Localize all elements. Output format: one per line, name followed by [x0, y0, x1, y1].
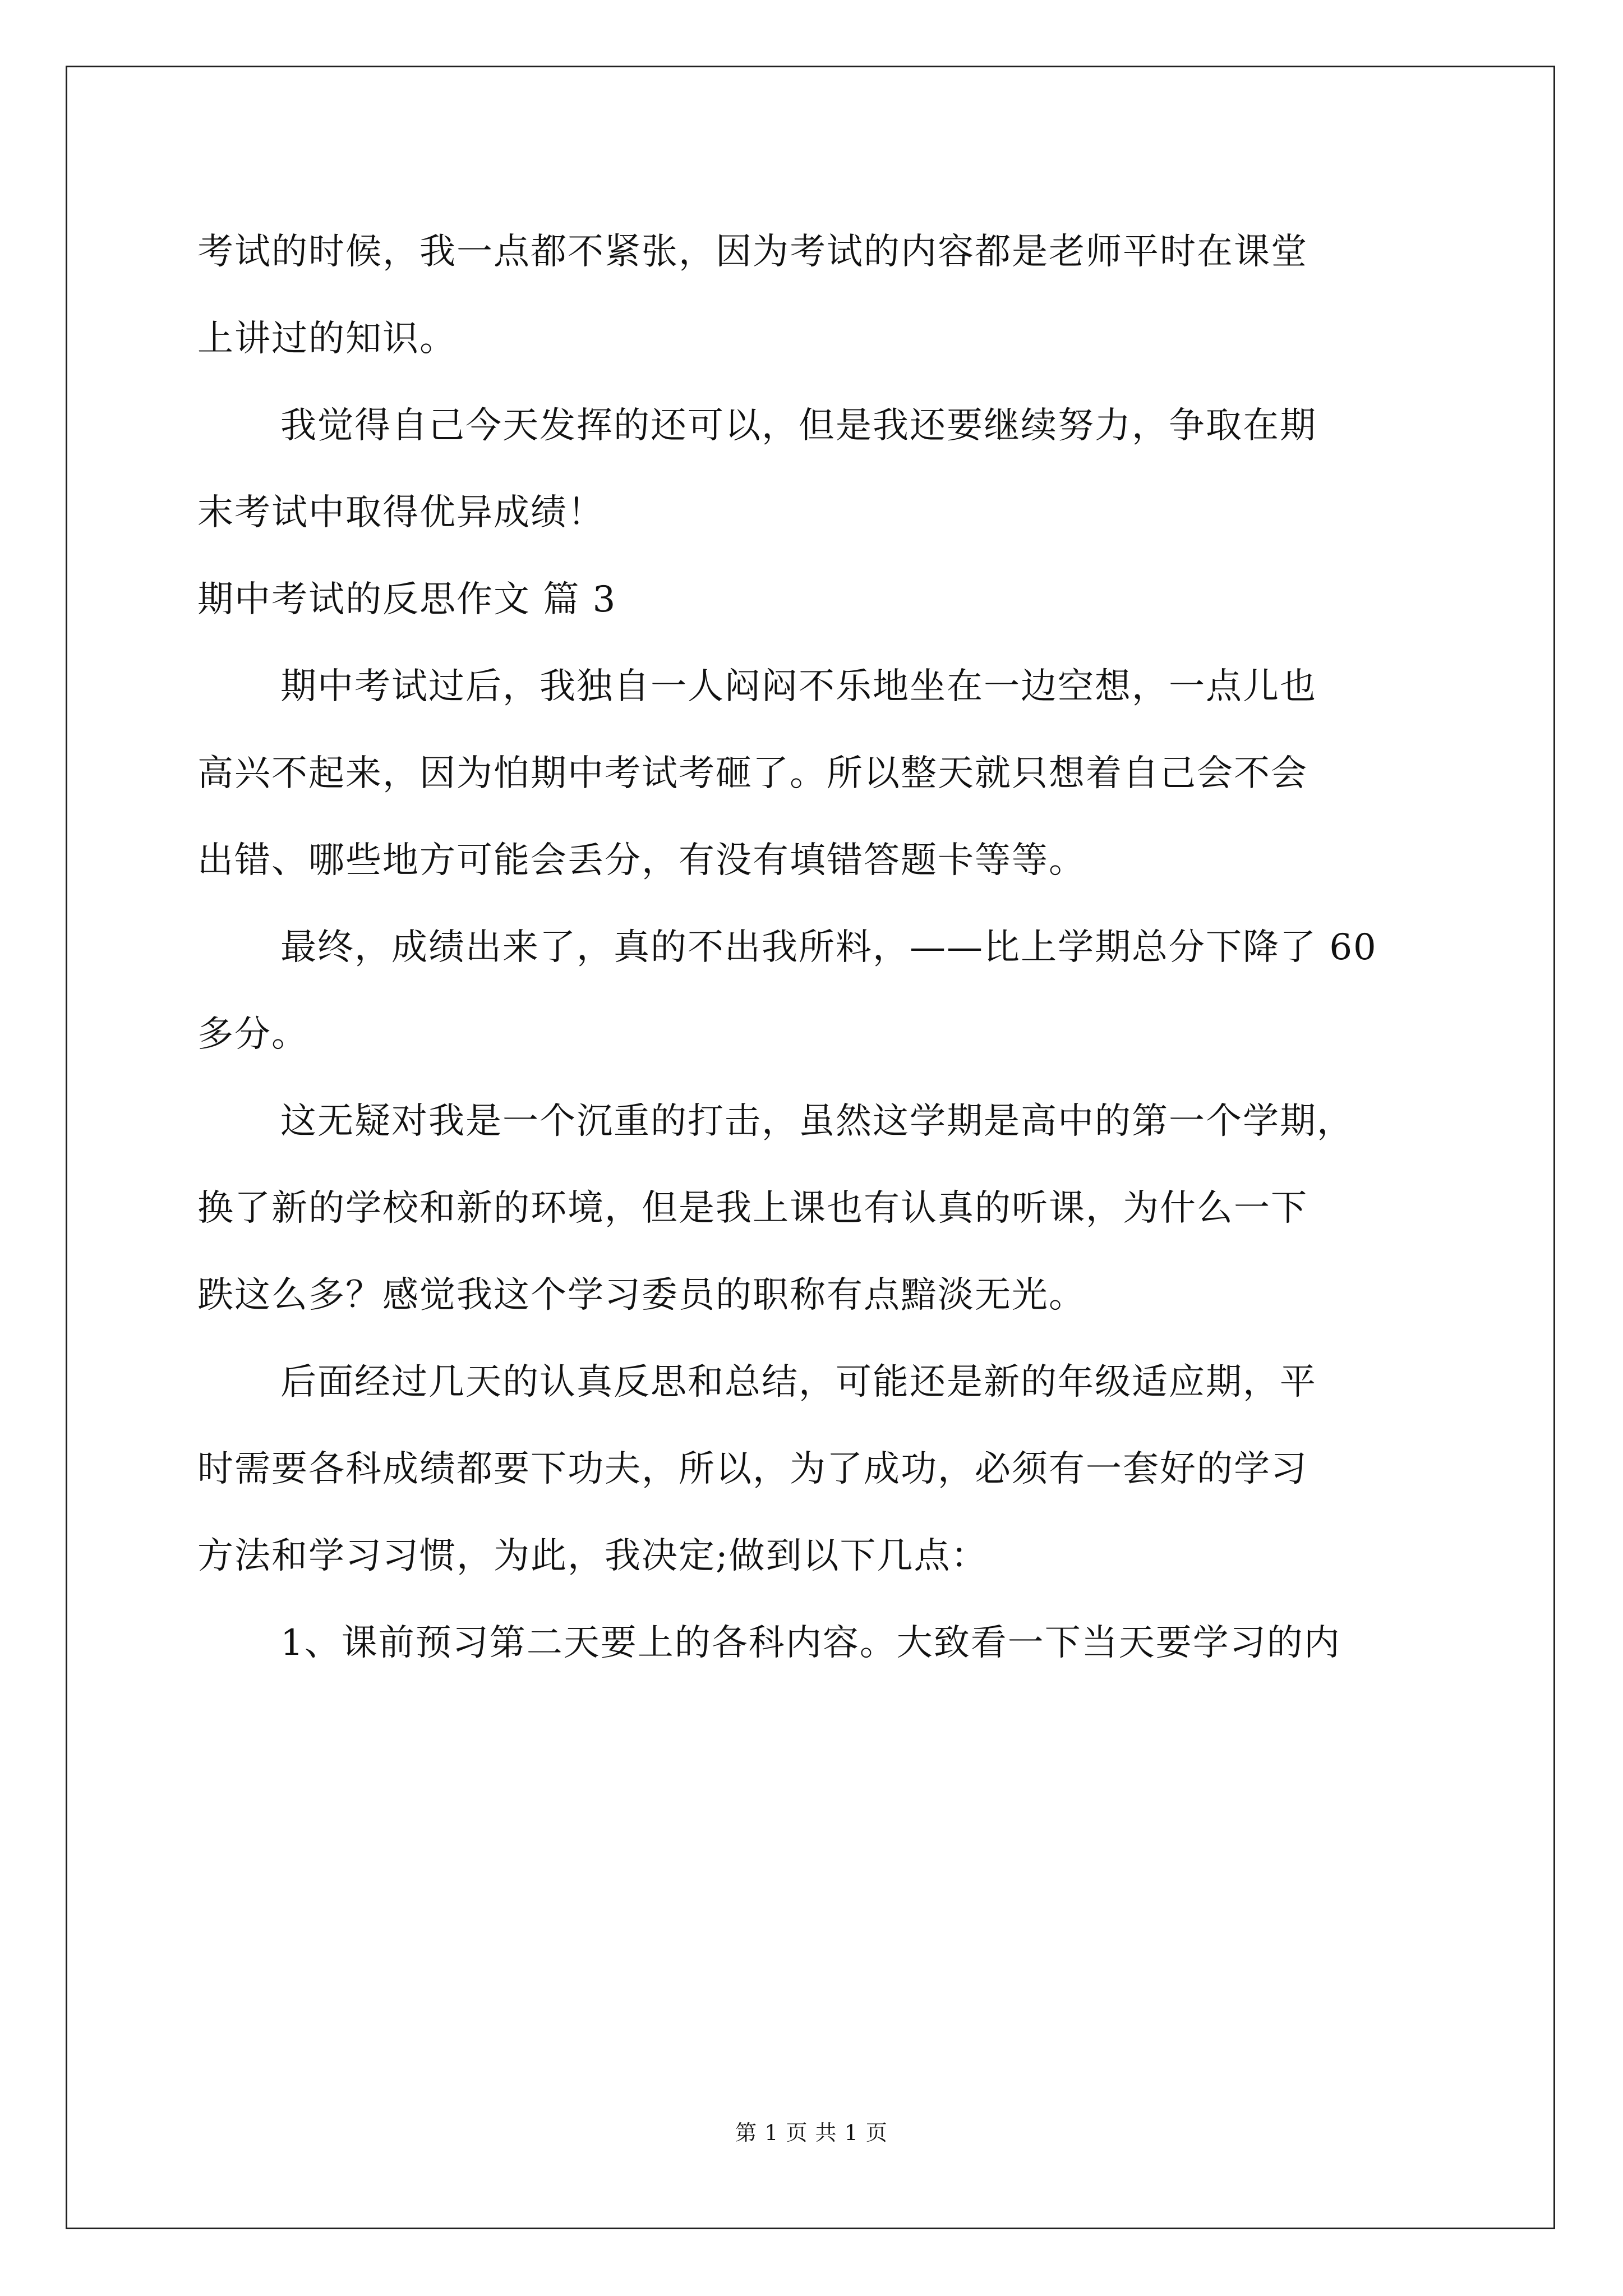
text-line: 1、课前预习第二天要上的各科内容。大致看一下当天要学习的内	[280, 1622, 1341, 1664]
text-line: 出错、哪些地方可能会丢分，有没有填错答题卡等等。	[197, 840, 1086, 881]
text-line: 期中考试过后，我独自一人闷闷不乐地坐在一边空想，一点儿也	[280, 666, 1317, 707]
text-line: 时需要各科成绩都要下功夫，所以，为了成功，必须有一套好的学习	[197, 1448, 1308, 1490]
text-line: 方法和学习习惯，为此，我决定;做到以下几点：	[197, 1535, 988, 1577]
text-line: 上讲过的知识。	[197, 318, 457, 360]
text-line: 换了新的学校和新的环境，但是我上课也有认真的听课，为什么一下	[197, 1188, 1308, 1229]
document-body	[197, 209, 1431, 1687]
text-line: 最终，成绩出来了，真的不出我所料，——比上学期总分下降了 60	[280, 927, 1377, 968]
text-line: 多分。	[197, 1014, 308, 1055]
section-heading: 期中考试的反思作文 篇 3	[197, 579, 617, 620]
text-line: 我觉得自己今天发挥的还可以，但是我还要继续努力，争取在期	[280, 405, 1317, 447]
text-line: 跌这么多？感觉我这个学习委员的职称有点黯淡无光。	[197, 1274, 1086, 1316]
text-line: 这无疑对我是一个沉重的打击，虽然这学期是高中的第一个学期，	[280, 1101, 1354, 1142]
text-line: 末考试中取得优异成绩！	[197, 492, 605, 533]
page-footer: 第 1 页 共 1 页	[735, 2120, 888, 2145]
text-line: 后面经过几天的认真反思和总结，可能还是新的年级适应期，平	[280, 1361, 1317, 1403]
text-line: 考试的时候，我一点都不紧张，因为考试的内容都是老师平时在课堂	[197, 231, 1308, 273]
text-line: 高兴不起来，因为怕期中考试考砸了。所以整天就只想着自己会不会	[197, 753, 1308, 794]
